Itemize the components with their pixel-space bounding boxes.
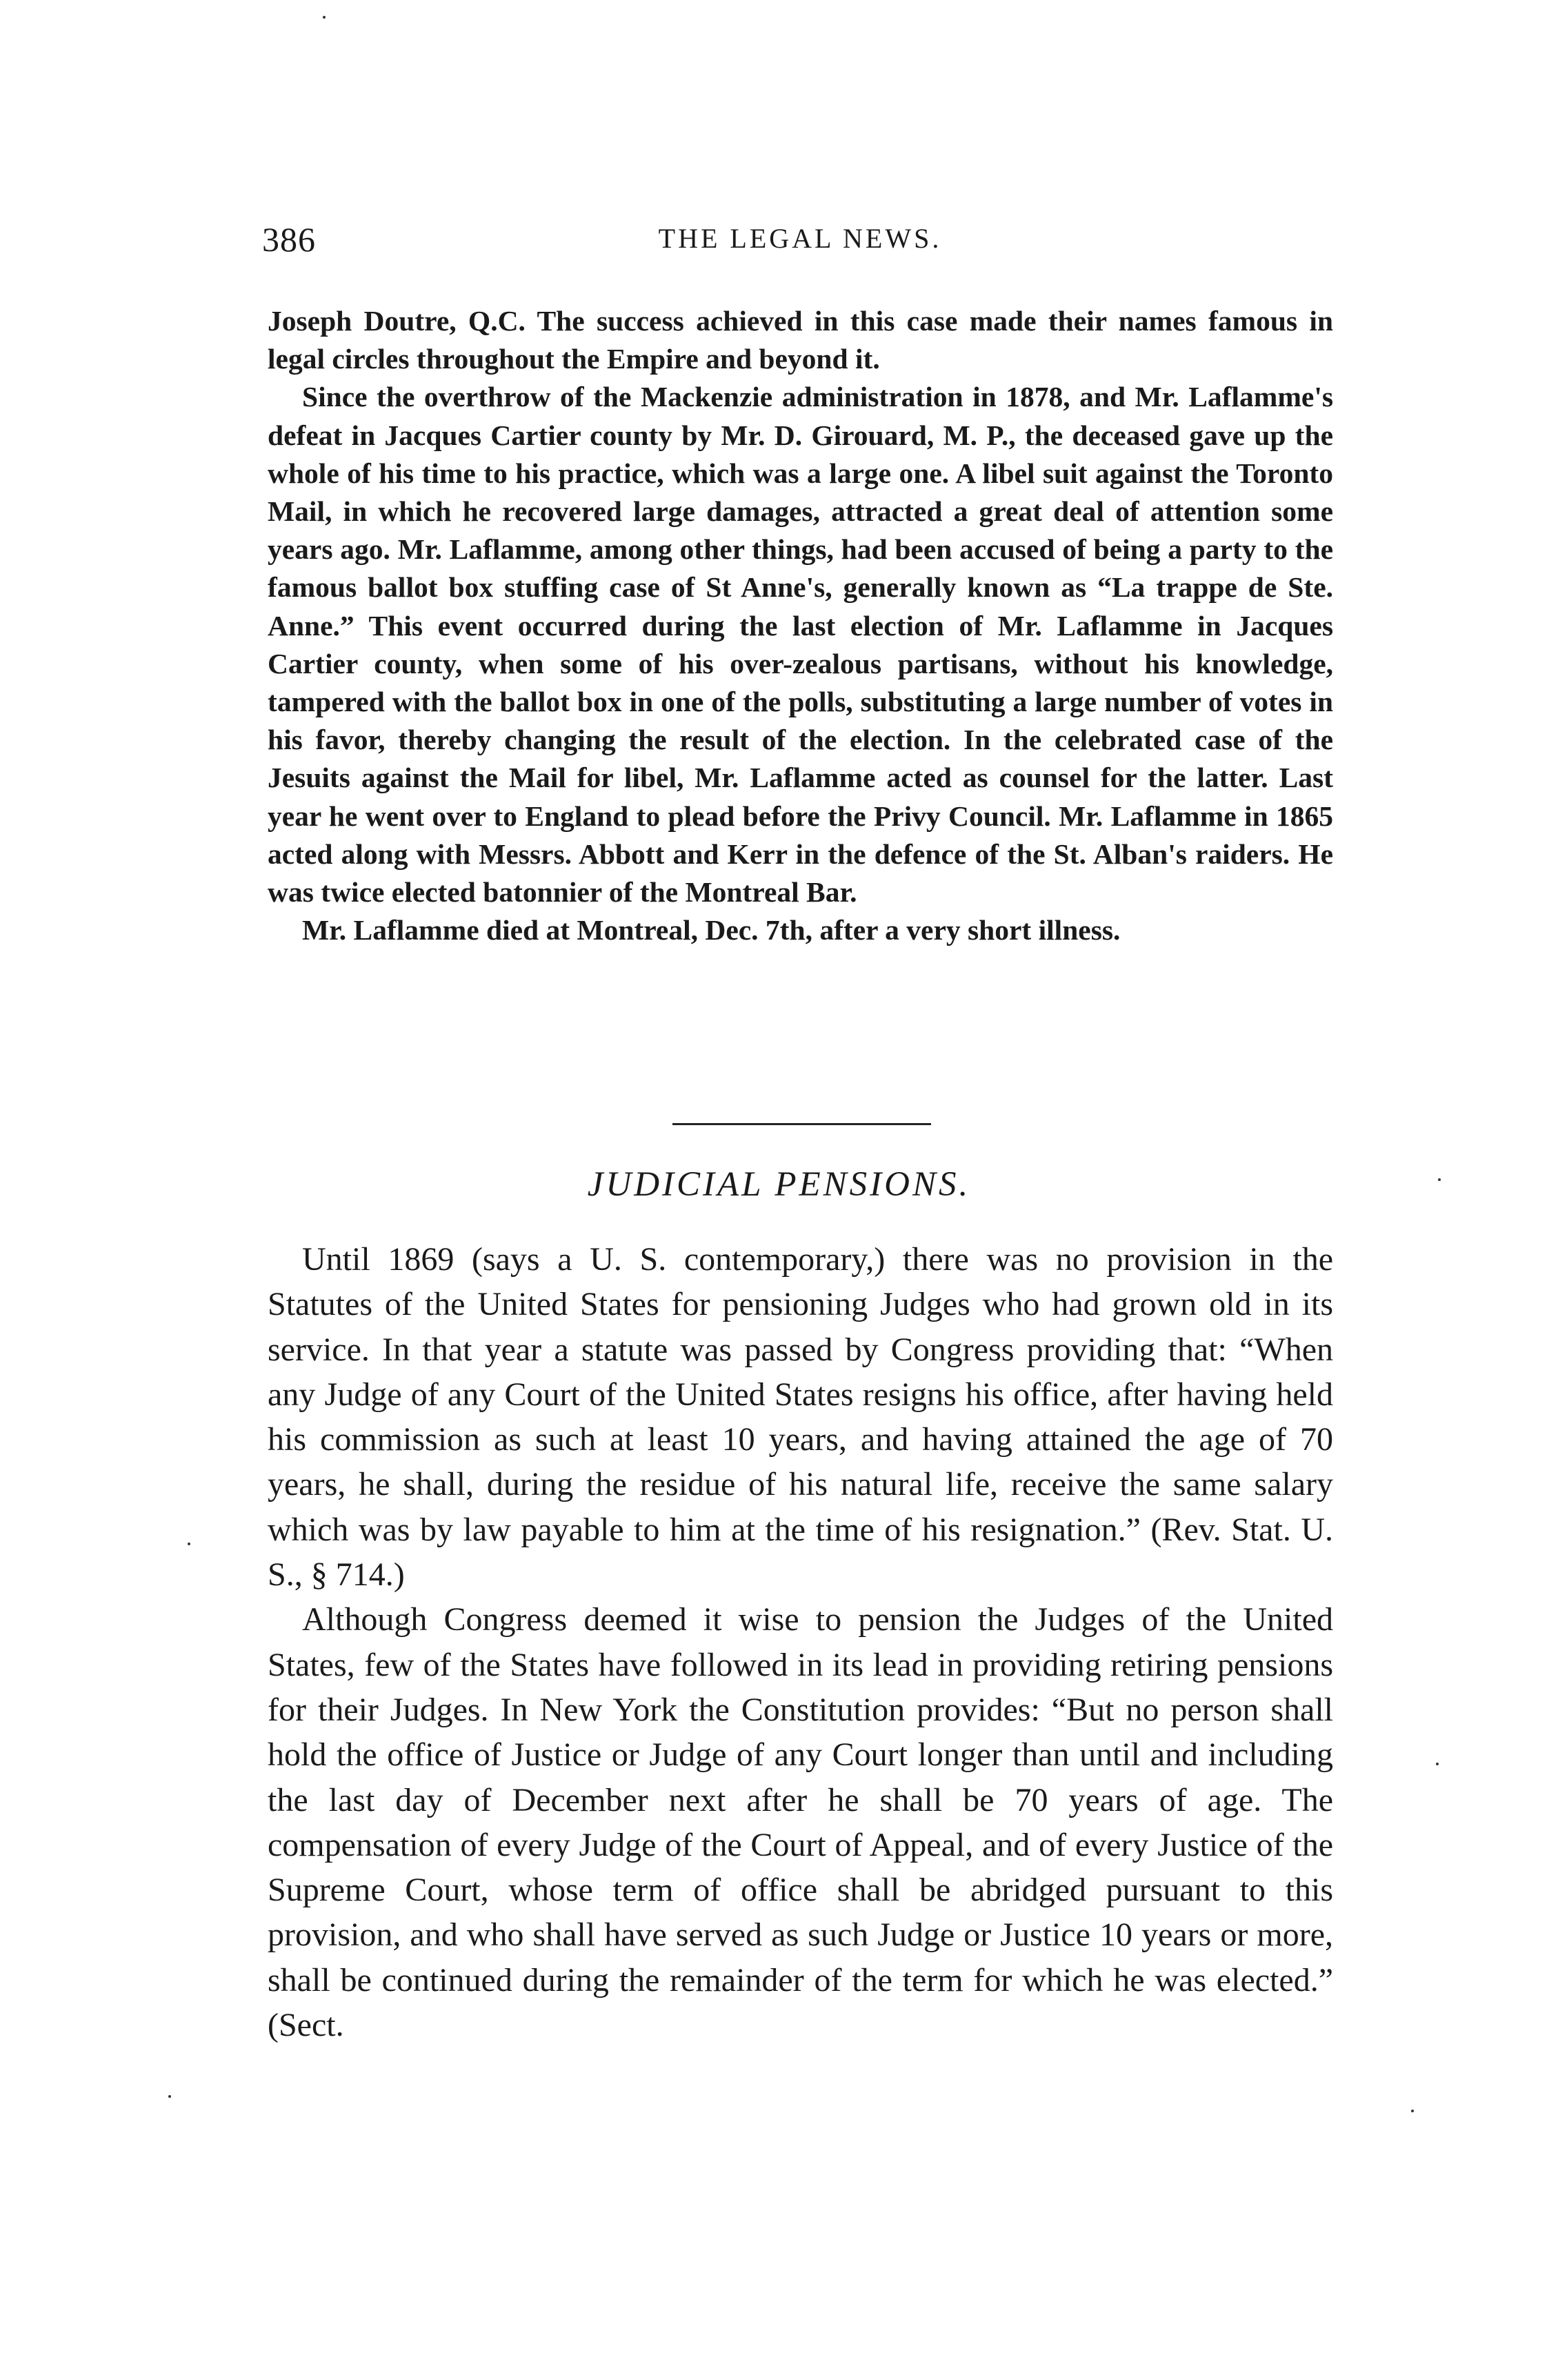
scan-speck [188, 1543, 190, 1545]
scan-speck [1436, 1763, 1439, 1765]
scan-speck [1438, 1178, 1441, 1181]
scan-speck [168, 2095, 171, 2098]
obituary-paragraph-1: Joseph Doutre, Q.C. The success achieved in this case made their names famous in legal circles throughout the Empire and beyond it. [268, 305, 1333, 375]
article-paragraph-1: Until 1869 (says a U. S. contemporary,) there was no provision in the Statutes of the United States for pensioning Judges who had grown old in its service. In that year a statute was passed by Congress providing that: “When any Judge of any Court of the United States resigns his office, after having held his commission as such at least 10 years, and having attained the age of 70 years, he shall, during the residue of his natural life, receive the same salary which was by law payable to him at the time of his resignation.” (Rev. Stat. U. S., § 714.) [268, 1241, 1333, 1594]
running-title: THE LEGAL NEWS. [658, 223, 942, 254]
page-number: 386 [262, 220, 316, 259]
obituary-continuation [268, 302, 1333, 949]
section-title: JUDICIAL PENSIONS. [587, 1165, 971, 1204]
scan-speck [1411, 2110, 1414, 2112]
article-paragraph-2: Although Congress deemed it wise to pension the Judges of the United States, few of the States have followed in its lead in providing retiring pensions for their Judges. In New York the Constitution provides: “But no person shall hold the office of Justice or Judge of any Court longer than until and including the last day of December next after he shall be 70 years of age. The compensation of every Judge of the Court of Appeal, and of every Justice of the Supreme Court, whose term of office shall be abridged pursuant to this provision, and who shall have served as such Judge or Justice 10 years or more, shall be continued during the remainder of the term for which he was elected.” (Sect. [268, 1601, 1333, 2044]
obituary-paragraph-3: Mr. Laflamme died at Montreal, Dec. 7th, after a very short illness. [302, 914, 1121, 946]
obituary-paragraph-2: Since the overthrow of the Mackenzie administration in 1878, and Mr. Laflamme's defeat in Jacques Cartier county by Mr. D. Girouard, M. P., the deceased gave up the whole of his time to his practice, which was a large one. A libel suit against the Toronto Mail, in which he recovered large damages, attracted a great deal of attention some years ago. Mr. Laflamme, among other things, had been accused of being a party to the famous ballot box stuffing case of St Anne's, generally known as “La trappe de Ste. Anne.” This event occurred during the last election of Mr. Laflamme in Jacques Cartier county, when some of his over-zealous partisans, without his knowledge, tampered with the ballot box in one of the polls, substituting a large number of votes in his favor, thereby changing the result of the election. In the celebrated case of the Jesuits against the Mail for libel, Mr. Laflamme acted as counsel for the latter. Last year he went over to England to plead before the Privy Council. Mr. Laflamme in 1865 acted along with Messrs. Abbott and Kerr in the defence of the St. Alban's raiders. He was twice elected batonnier of the Montreal Bar. [268, 381, 1333, 909]
section-divider-rule [672, 1123, 931, 1125]
page-header [262, 219, 1338, 261]
judicial-pensions-article [268, 1237, 1333, 2047]
scan-speck [323, 16, 326, 19]
